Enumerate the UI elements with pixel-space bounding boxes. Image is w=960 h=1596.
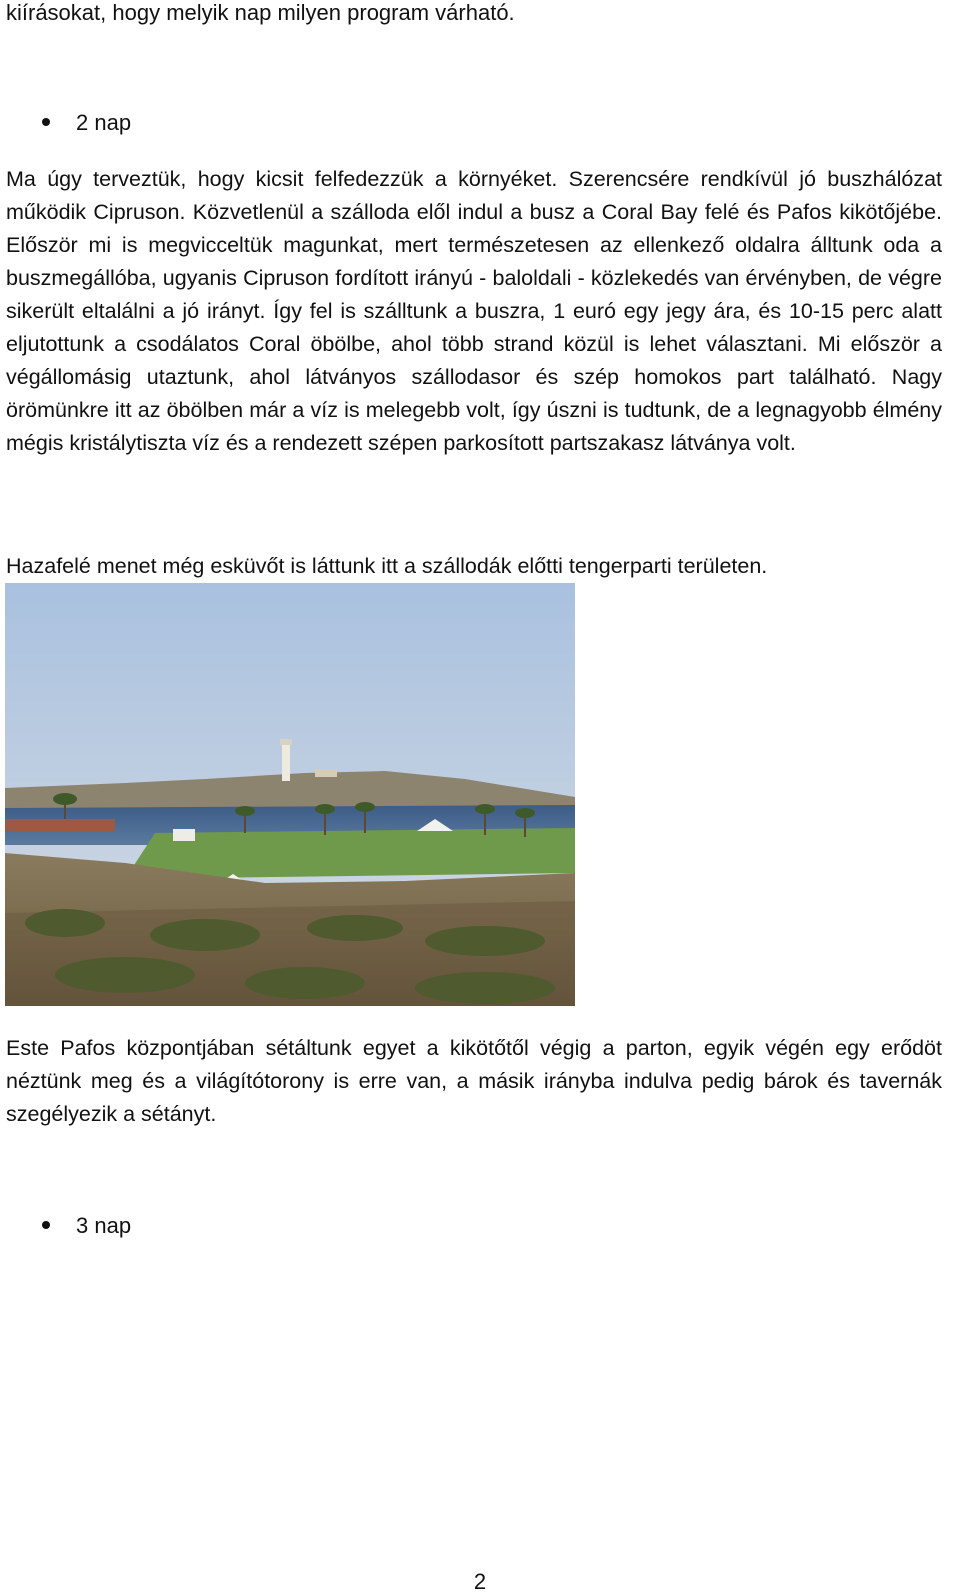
paragraph-bus-trip: Ma úgy terveztük, hogy kicsit felfedezzük a környéket. Szerencsére rendkívül jó buszhálózat működik Cipruson. Közvetlenül a szálloda elől indul a busz a Coral Bay felé és Pafos kikötőjébe. Először mi is megvicceltük magunkat, mert természetesen az ellenkező oldalra álltunk oda a buszmegállóba, ugyanis Cipruson fordított irányú - baloldali - közlekedés van érvényben, de végre sikerült eltalálni a jó irányt. Így fel is szálltunk a buszra, 1 euró egy jegy ára, és 10-15 perc alatt eljutottunk a csodálatos Coral öbölbe, ahol több strand közül is lehet választani. Mi először a végállomásig utaztunk, ahol látványos szállodasor és szép homokos part található. Nagy örömünkre itt az öbölben már a víz is melegebb volt, így úszni is tudtunk, de a legnagyobb élmény mégis kristálytiszta víz és a rendezett szépen parkosított partszakasz látványa volt. xyxy=(6,167,942,455)
bullet-dot-icon xyxy=(42,118,50,126)
bullet-day-2-label: 2 nap xyxy=(76,110,132,135)
bullet-day-3-label: 3 nap xyxy=(76,1213,132,1238)
bullet-day-3 xyxy=(42,1211,131,1241)
intro-line: kiírásokat, hogy melyik nap milyen program várható. xyxy=(6,0,515,25)
page-number: 2 xyxy=(473,1569,487,1594)
bullet-day-2 xyxy=(42,108,131,138)
paragraph-evening: Este Pafos központjában sétáltunk egyet a kikötőtől végig a parton, egyik végén egy erődöt néztünk meg és a világítótorony is erre van, a másik irányba indulva pedig bárok és tavernák szegélyezik a sétányt. xyxy=(6,1036,942,1126)
bullet-dot-icon xyxy=(42,1221,50,1229)
coastal-photo xyxy=(5,583,575,1006)
paragraph-wedding: Hazafelé menet még esküvőt is láttunk itt a szállodák előtti tengerparti területen. xyxy=(6,554,768,578)
